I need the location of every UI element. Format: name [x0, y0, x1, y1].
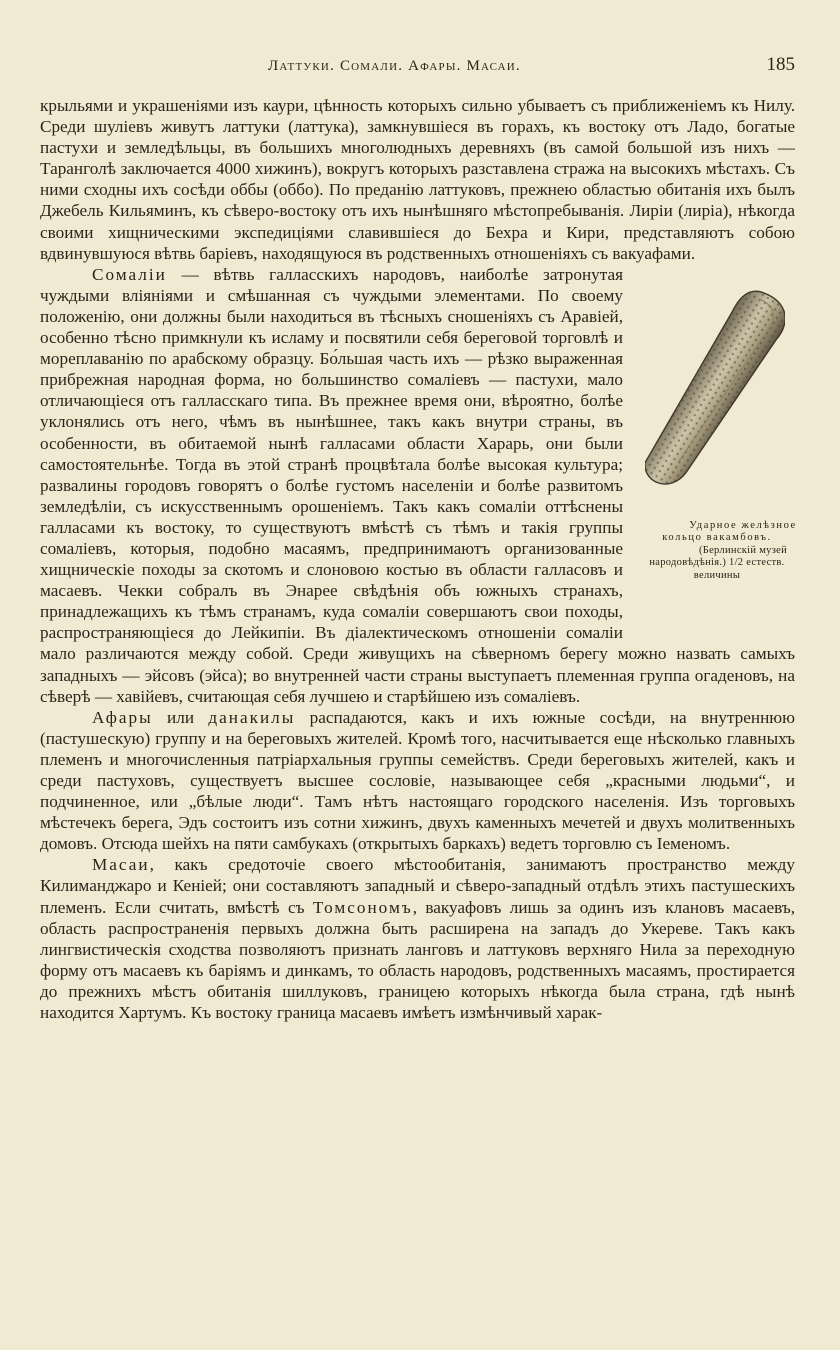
body-text [40, 95, 795, 1023]
paragraph-1: крыльями и украшеніями изъ каури, цѣнность которыхъ сильно убываетъ съ приближеніемъ къ Нилу. Среди шуліевъ живутъ латтуки (латтука), замкнувшіеся въ горахъ, къ востоку отъ Ладо, богатые пастухи и земледѣльцы, въ большихъ многолюдныхъ деревняхъ (въ самой большой изъ нихъ — Таранголѣ заключается 4000 хижинъ), вокругъ которыхъ разставлена стража на высокихъ мѣстахъ. Съ ними сходны ихъ сосѣди оббы (оббо). По преданію латтуковъ, прежнею областью обитанія ихъ былъ Джебель Кильяминъ, къ сѣверо-востоку отъ ихъ нынѣшняго мѣстопребыванія. Лиріи (лиріа), нѣкогда своими хищническими экспедиціями славившіеся до Бехра и Кири, представляютъ собою вдвинувшуюся вѣтвь баріевъ, находящуюся въ родственныхъ отношеніяхъ съ вакуафами. [40, 96, 795, 263]
figure-caption [637, 520, 797, 583]
page [40, 0, 800, 1350]
paragraph-4 [40, 854, 795, 1023]
paragraph-4-end: , вакуафовъ лишь за одинъ изъ клановъ масаевъ, область распространенія первыхъ должна быть расширена на западъ до Укереве. Такъ какъ лингвистическія сходства позволяютъ признать ланговъ и латтуковъ верхняго Нила за переходную форму отъ масаевъ къ баріямъ и динкамъ, то область народовъ, родственныхъ масаямъ, простирается до прежнихъ мѣстъ обитанія шиллуковъ, границею которыхъ нѣкогда была страна, гдѣ нынѣ находится Хартумъ. Къ востоку граница масаевъ имѣетъ измѣнчивый харак- [40, 897, 795, 1023]
figure [637, 266, 797, 634]
term-somali: Сомаліи [92, 264, 167, 284]
page-number: 185 [766, 54, 795, 75]
term-thomson: Томсономъ [312, 897, 413, 917]
page-header [40, 54, 795, 84]
iron-ring-illustration [645, 276, 785, 516]
caption-note: (Берлинскій музей народовѣдѣнія.) 1/2 естеств. величины [649, 544, 788, 581]
term-danakil: данакилы [208, 707, 296, 727]
running-head: Латтуки. Сомали. Афары. Масаи. [268, 58, 521, 74]
paragraph-2-text: — вѣтвь галласскихъ народовъ, наиболѣе затронутая чуждыми вліяніями и смѣшанная съ чуждыми элементами. По своему положенію, они должны были находиться въ тѣсныхъ сношеніяхъ съ Аравіей, особенно тѣсно примкнули къ исламу и посвятили себя береговой торговлѣ и мореплаванію по арабскому образцу. Бо́льшая часть ихъ — рѣзко выраженная прибрежная народная форма, но большинство сомаліевъ — пастухи, мало отличающіеся отъ галласскаго типа. Въ прежнее время они, вѣроятно, болѣе уклонялись отъ него, чѣмъ въ нынѣшнее, такъ какъ внутри страны, въ особенности, въ обитаемой нынѣ галласами области Харарь, они были самостоятельнѣе. Тогда въ этой странѣ процвѣтала болѣе высокая культура; развалины городовъ говорятъ о болѣе густомъ населеніи и болѣе развитомъ земледѣліи, съ искусственнымъ орошеніемъ. Такъ какъ сомаліи оттѣснены галласами къ востоку, то существуютъ вмѣстѣ съ тѣмъ и такія группы сомаліевъ, которыя, подобно масаямъ, предпринимаютъ организованные хищническіе походы за скотомъ и слоновою костью въ области галласовъ и масаевъ. Чекки собралъ въ Энарее свѣдѣнія объ южныхъ странахъ, принадлежащихъ къ тѣмъ странамъ, куда сомаліи совершаютъ свои походы, распространяющіеся до Лейкипіи. Въ діалектическомъ отношеніи сомаліи мало различаются между собой. Среди живущихъ на сѣверномъ берегу можно назвать самыхъ западныхъ — эйсовъ (эйса); во внутренней части страны выступаетъ племенная группа огаденовъ, на сѣверѣ — хавійевъ, считающая себя лучшею и старѣйшею изъ сомаліевъ. [40, 264, 795, 706]
term-masai: Масаи [92, 855, 150, 875]
term-afars: Афары [92, 707, 153, 727]
paragraph-3-or: или [152, 707, 209, 727]
paragraph-3 [40, 707, 795, 855]
paragraph-2 [40, 264, 795, 707]
caption-title: Ударное желѣзное кольцо вакамбовъ. [662, 519, 797, 544]
paragraph-4-text: , какъ средоточіе своего мѣстообитанія, занимаютъ пространство между Килиманджаро и Кеніей; они составляютъ западный и сѣверо-западный отдѣлъ этихъ пастушескихъ племенъ. Если считать, вмѣстѣ съ [40, 855, 795, 917]
paragraph-3-text: распадаются, какъ и ихъ южные сосѣди, на внутреннюю (пастушескую) группу и на береговыхъ жителей. Кромѣ того, насчитывается еще нѣсколько главныхъ племенъ и многочисленныя патріархальныя группы семействъ. Среди береговыхъ жителей, какъ и среди пастуховъ, существуетъ высшее сословіе, называющее себя „красными людьми“, и подчиненное, или „бѣлые люди“. Тамъ нѣтъ настоящаго городского населенія. Изъ торговыхъ мѣстечекъ берега, Эдъ состоитъ изъ сотни хижинъ, двухъ каменныхъ мечетей и двухъ молитвенныхъ домовъ. Отсюда шейхъ на пяти самбукахъ (открытыхъ баркахъ) ведетъ торговлю съ Іеменомъ. [40, 707, 795, 854]
